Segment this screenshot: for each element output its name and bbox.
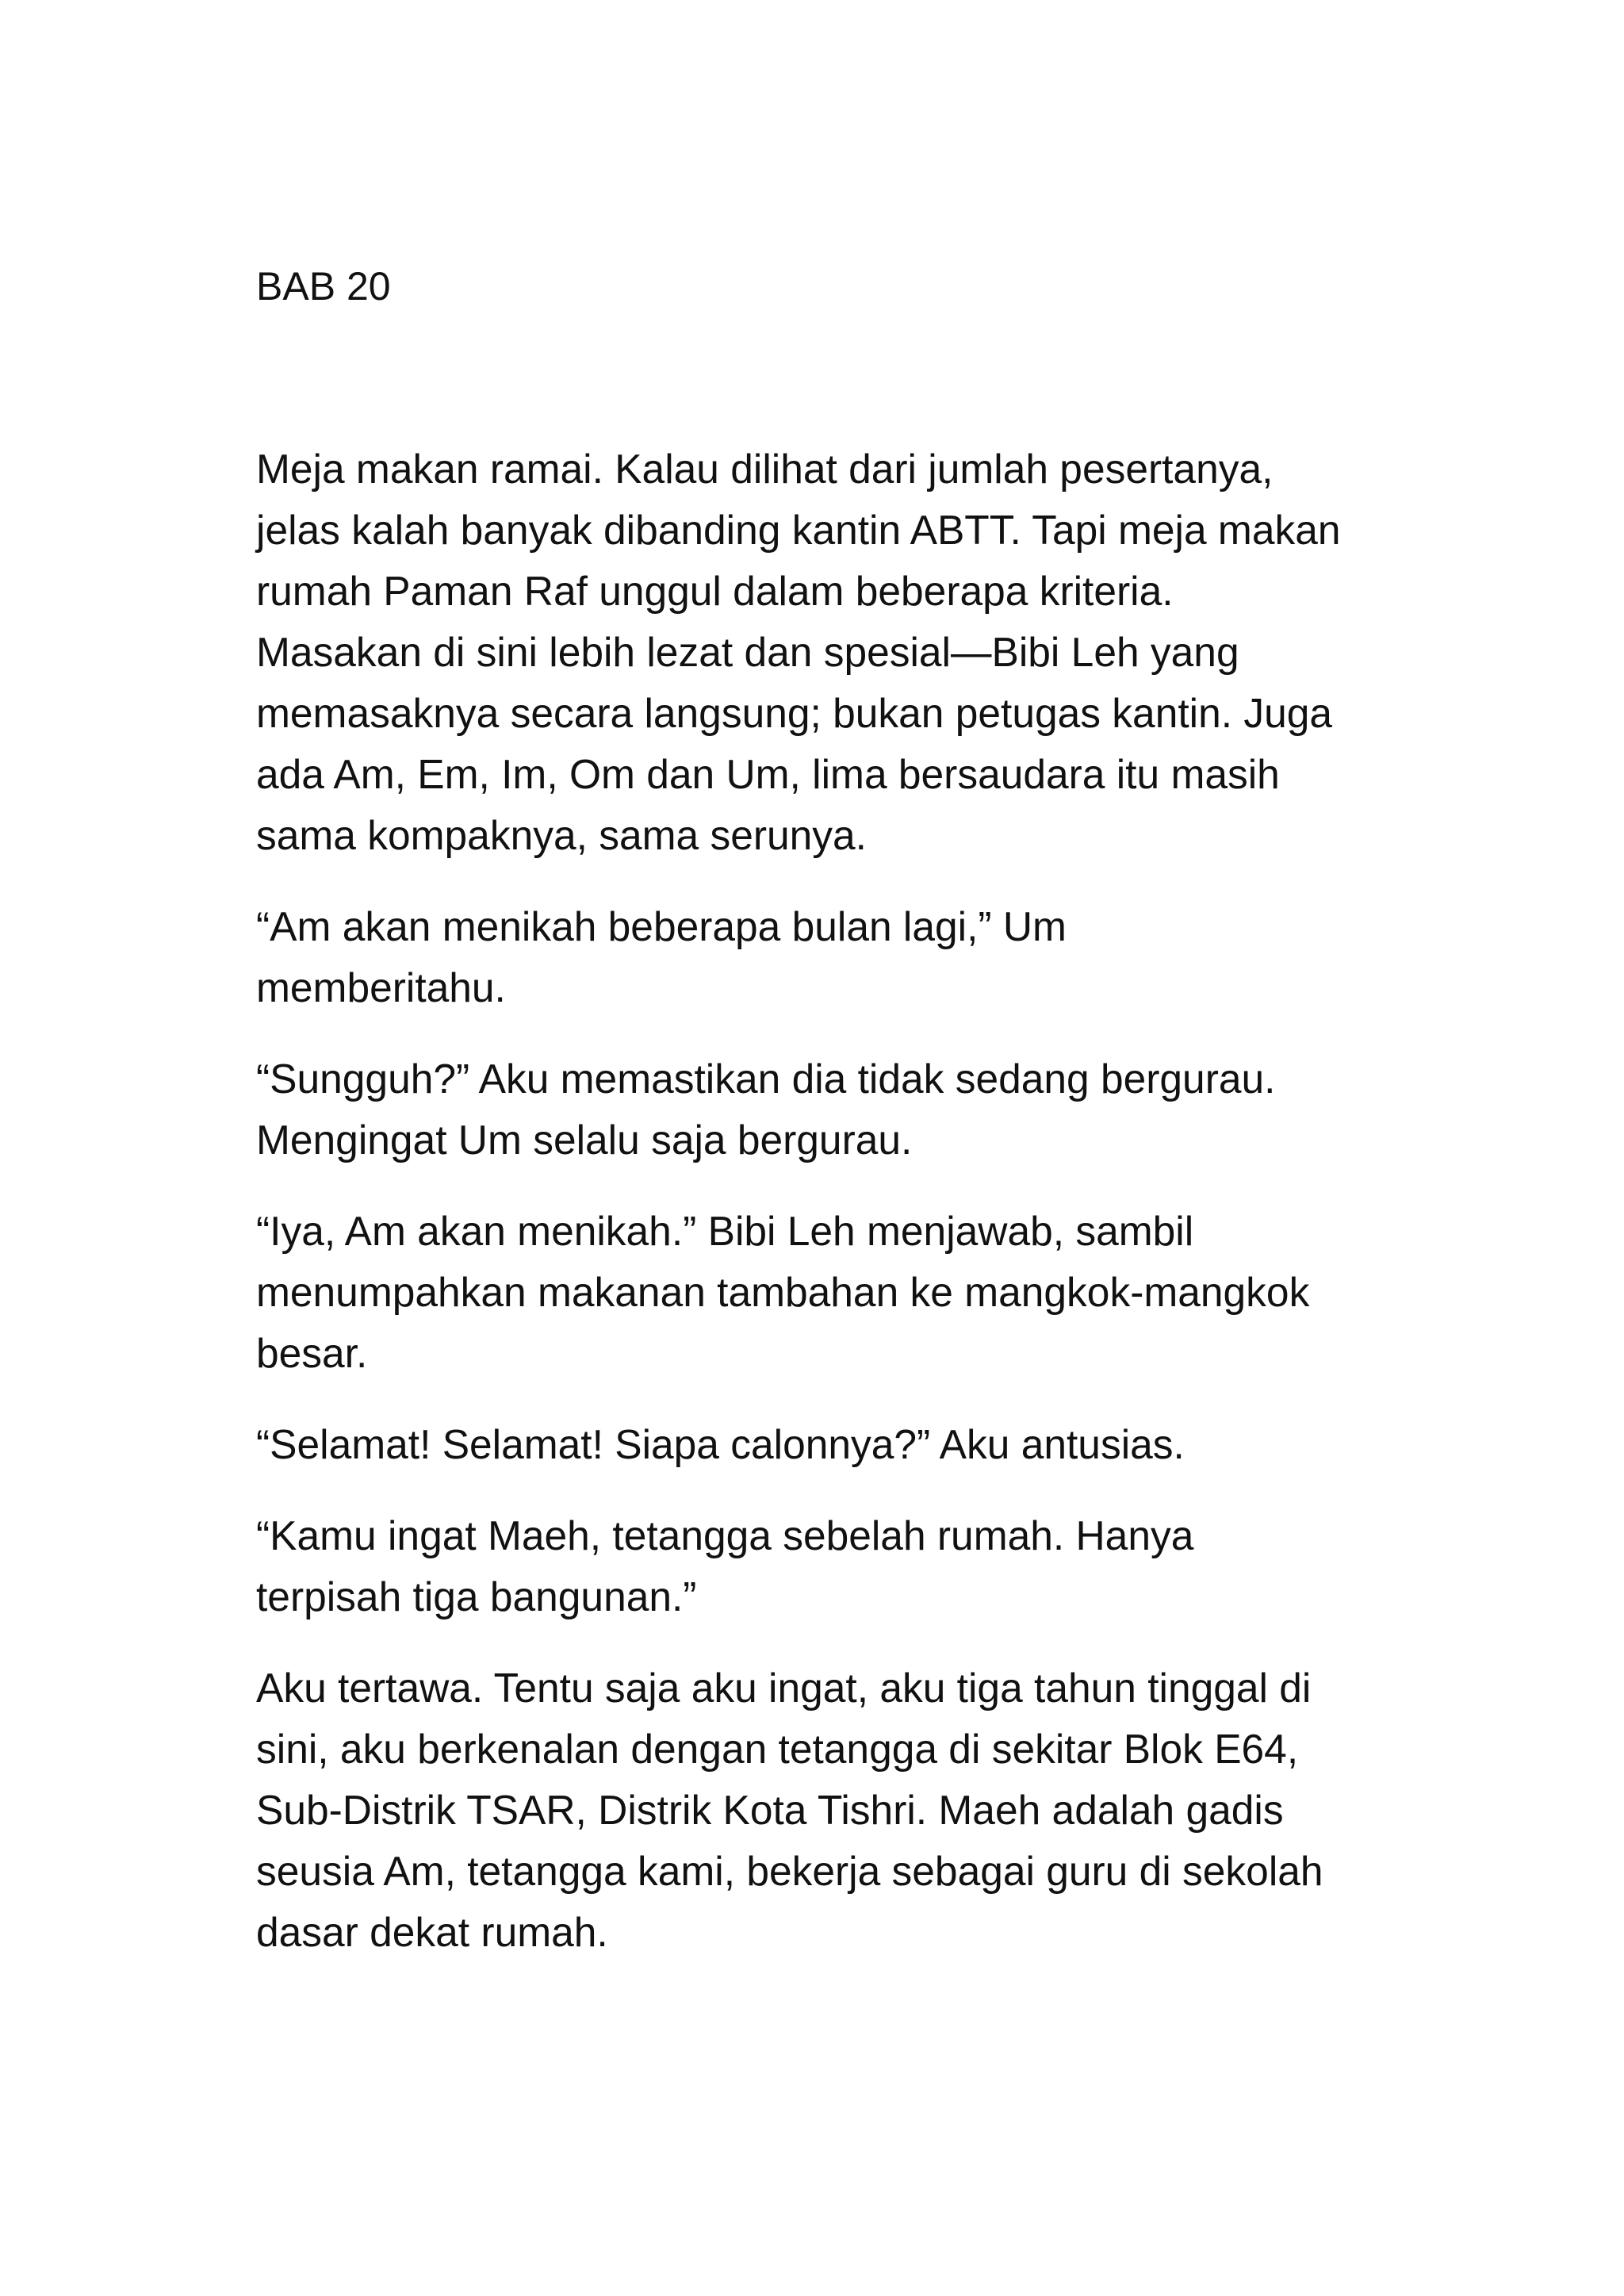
paragraph-7 <box>256 1658 1398 1963</box>
chapter-title: BAB 20 <box>256 264 391 309</box>
chapter-body <box>256 439 1398 1993</box>
text-line: memberitahu. <box>256 964 506 1010</box>
text-line: sama kompaknya, sama serunya. <box>256 812 867 858</box>
text-line: “Kamu ingat Maeh, tetangga sebelah rumah. Hanya <box>256 1512 1194 1558</box>
text-line: besar. <box>256 1330 368 1376</box>
text-line: Masakan di sini lebih lezat dan spesial—Bibi Leh yang <box>256 629 1239 675</box>
text-line: menumpahkan makanan tambahan ke mangkok-mangkok <box>256 1269 1310 1315</box>
paragraph-2 <box>256 896 1398 1018</box>
text-line: seusia Am, tetangga kami, bekerja sebagai guru di sekolah <box>256 1848 1323 1894</box>
text-line: Aku tertawa. Tentu saja aku ingat, aku tiga tahun tinggal di <box>256 1665 1312 1711</box>
paragraph-4 <box>256 1201 1398 1384</box>
paragraph-5 <box>256 1414 1398 1475</box>
text-line: “Am akan menikah beberapa bulan lagi,” Um <box>256 903 1067 949</box>
text-line: memasaknya secara langsung; bukan petugas kantin. Juga <box>256 690 1333 736</box>
text-line: dasar dekat rumah. <box>256 1909 608 1955</box>
paragraph-6 <box>256 1505 1398 1627</box>
text-line: Sub-Distrik TSAR, Distrik Kota Tishri. Maeh adalah gadis <box>256 1787 1284 1833</box>
text-line: terpisah tiga bangunan.” <box>256 1573 697 1619</box>
text-line: Mengingat Um selalu saja bergurau. <box>256 1117 913 1163</box>
text-line: “Iya, Am akan menikah.” Bibi Leh menjawab, sambil <box>256 1208 1194 1254</box>
text-line: rumah Paman Raf unggul dalam beberapa kriteria. <box>256 568 1174 614</box>
text-line: jelas kalah banyak dibanding kantin ABTT. Tapi meja makan <box>256 507 1341 553</box>
text-line: ada Am, Em, Im, Om dan Um, lima bersaudara itu masih <box>256 751 1280 797</box>
text-line: Meja makan ramai. Kalau dilihat dari jumlah pesertanya, <box>256 446 1274 492</box>
text-line: “Selamat! Selamat! Siapa calonnya?” Aku antusias. <box>256 1421 1185 1467</box>
paragraph-3 <box>256 1048 1398 1171</box>
text-line: “Sungguh?” Aku memastikan dia tidak sedang bergurau. <box>256 1056 1276 1102</box>
text-line: sini, aku berkenalan dengan tetangga di sekitar Blok E64, <box>256 1726 1299 1772</box>
paragraph-1 <box>256 439 1398 866</box>
